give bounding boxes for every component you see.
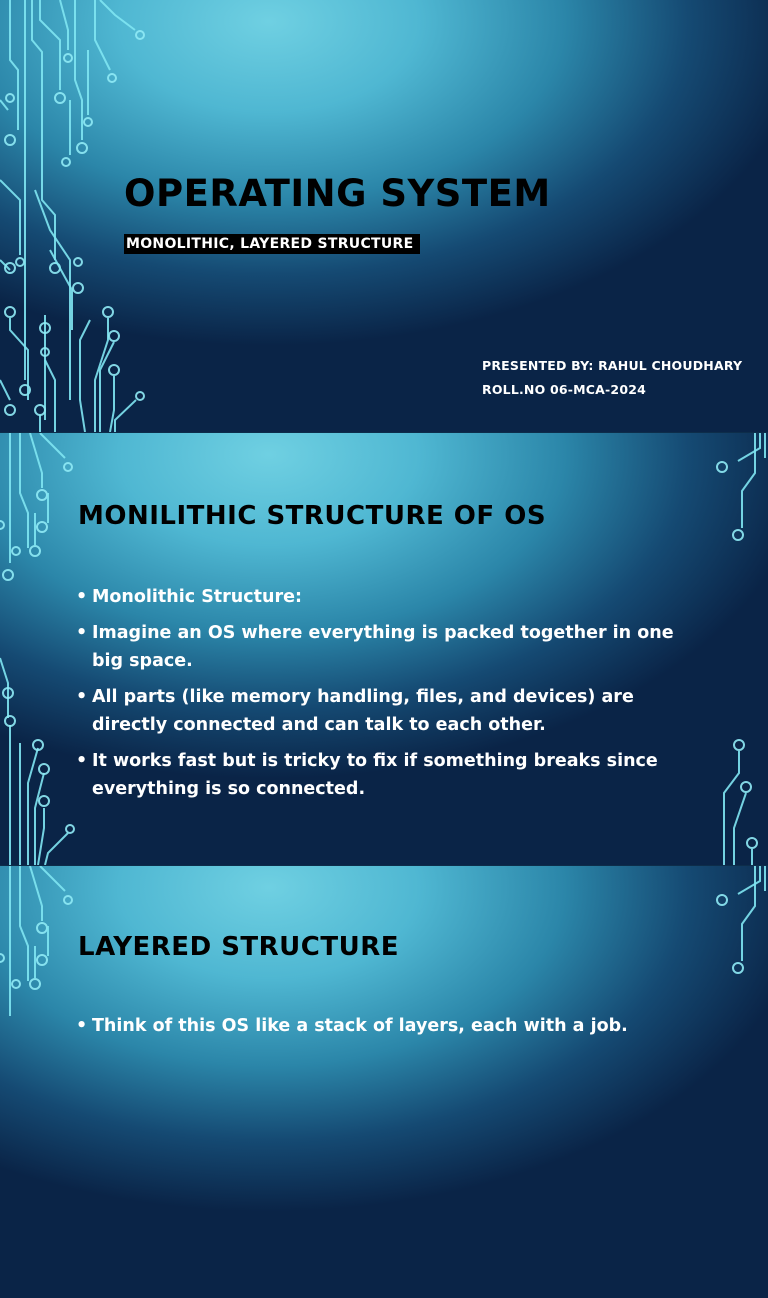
circuit-decoration-top-right <box>710 866 768 986</box>
list-item: • Imagine an OS where everything is packed together in one big space. <box>76 619 696 675</box>
slide-title: LAYERED STRUCTURE <box>78 932 400 962</box>
slide-title: MONILITHIC STRUCTURE OF OS <box>78 501 547 531</box>
list-item: • Monolithic Structure: <box>76 583 696 611</box>
circuit-decoration-top-left <box>0 433 90 583</box>
presentation-title: OPERATING SYSTEM <box>124 172 551 215</box>
list-item: • Think of this OS like a stack of layers, each with a job. <box>76 1012 696 1040</box>
circuit-decoration-top-right <box>710 433 768 553</box>
presentation-subtitle: MONOLITHIC, LAYERED STRUCTURE <box>124 234 420 254</box>
monolithic-slide[interactable] <box>0 433 768 865</box>
circuit-decoration-top-left <box>0 866 90 1026</box>
layered-slide[interactable] <box>0 866 768 1298</box>
circuit-decoration-bottom-right <box>712 733 768 865</box>
circuit-decoration-left <box>0 0 150 432</box>
bullet-list <box>76 1012 696 1048</box>
title-slide[interactable] <box>0 0 768 432</box>
presenter-info <box>482 354 742 402</box>
roll-number: ROLL.NO 06-MCA-2024 <box>482 382 647 397</box>
bullet-list <box>76 583 696 811</box>
list-item: • It works fast but is tricky to fix if something breaks since everything is so connected. <box>76 747 696 803</box>
list-item: • All parts (like memory handling, files, and devices) are directly connected and can talk to each other. <box>76 683 696 739</box>
presenter-name: PRESENTED BY: RAHUL CHOUDHARY <box>482 358 743 373</box>
